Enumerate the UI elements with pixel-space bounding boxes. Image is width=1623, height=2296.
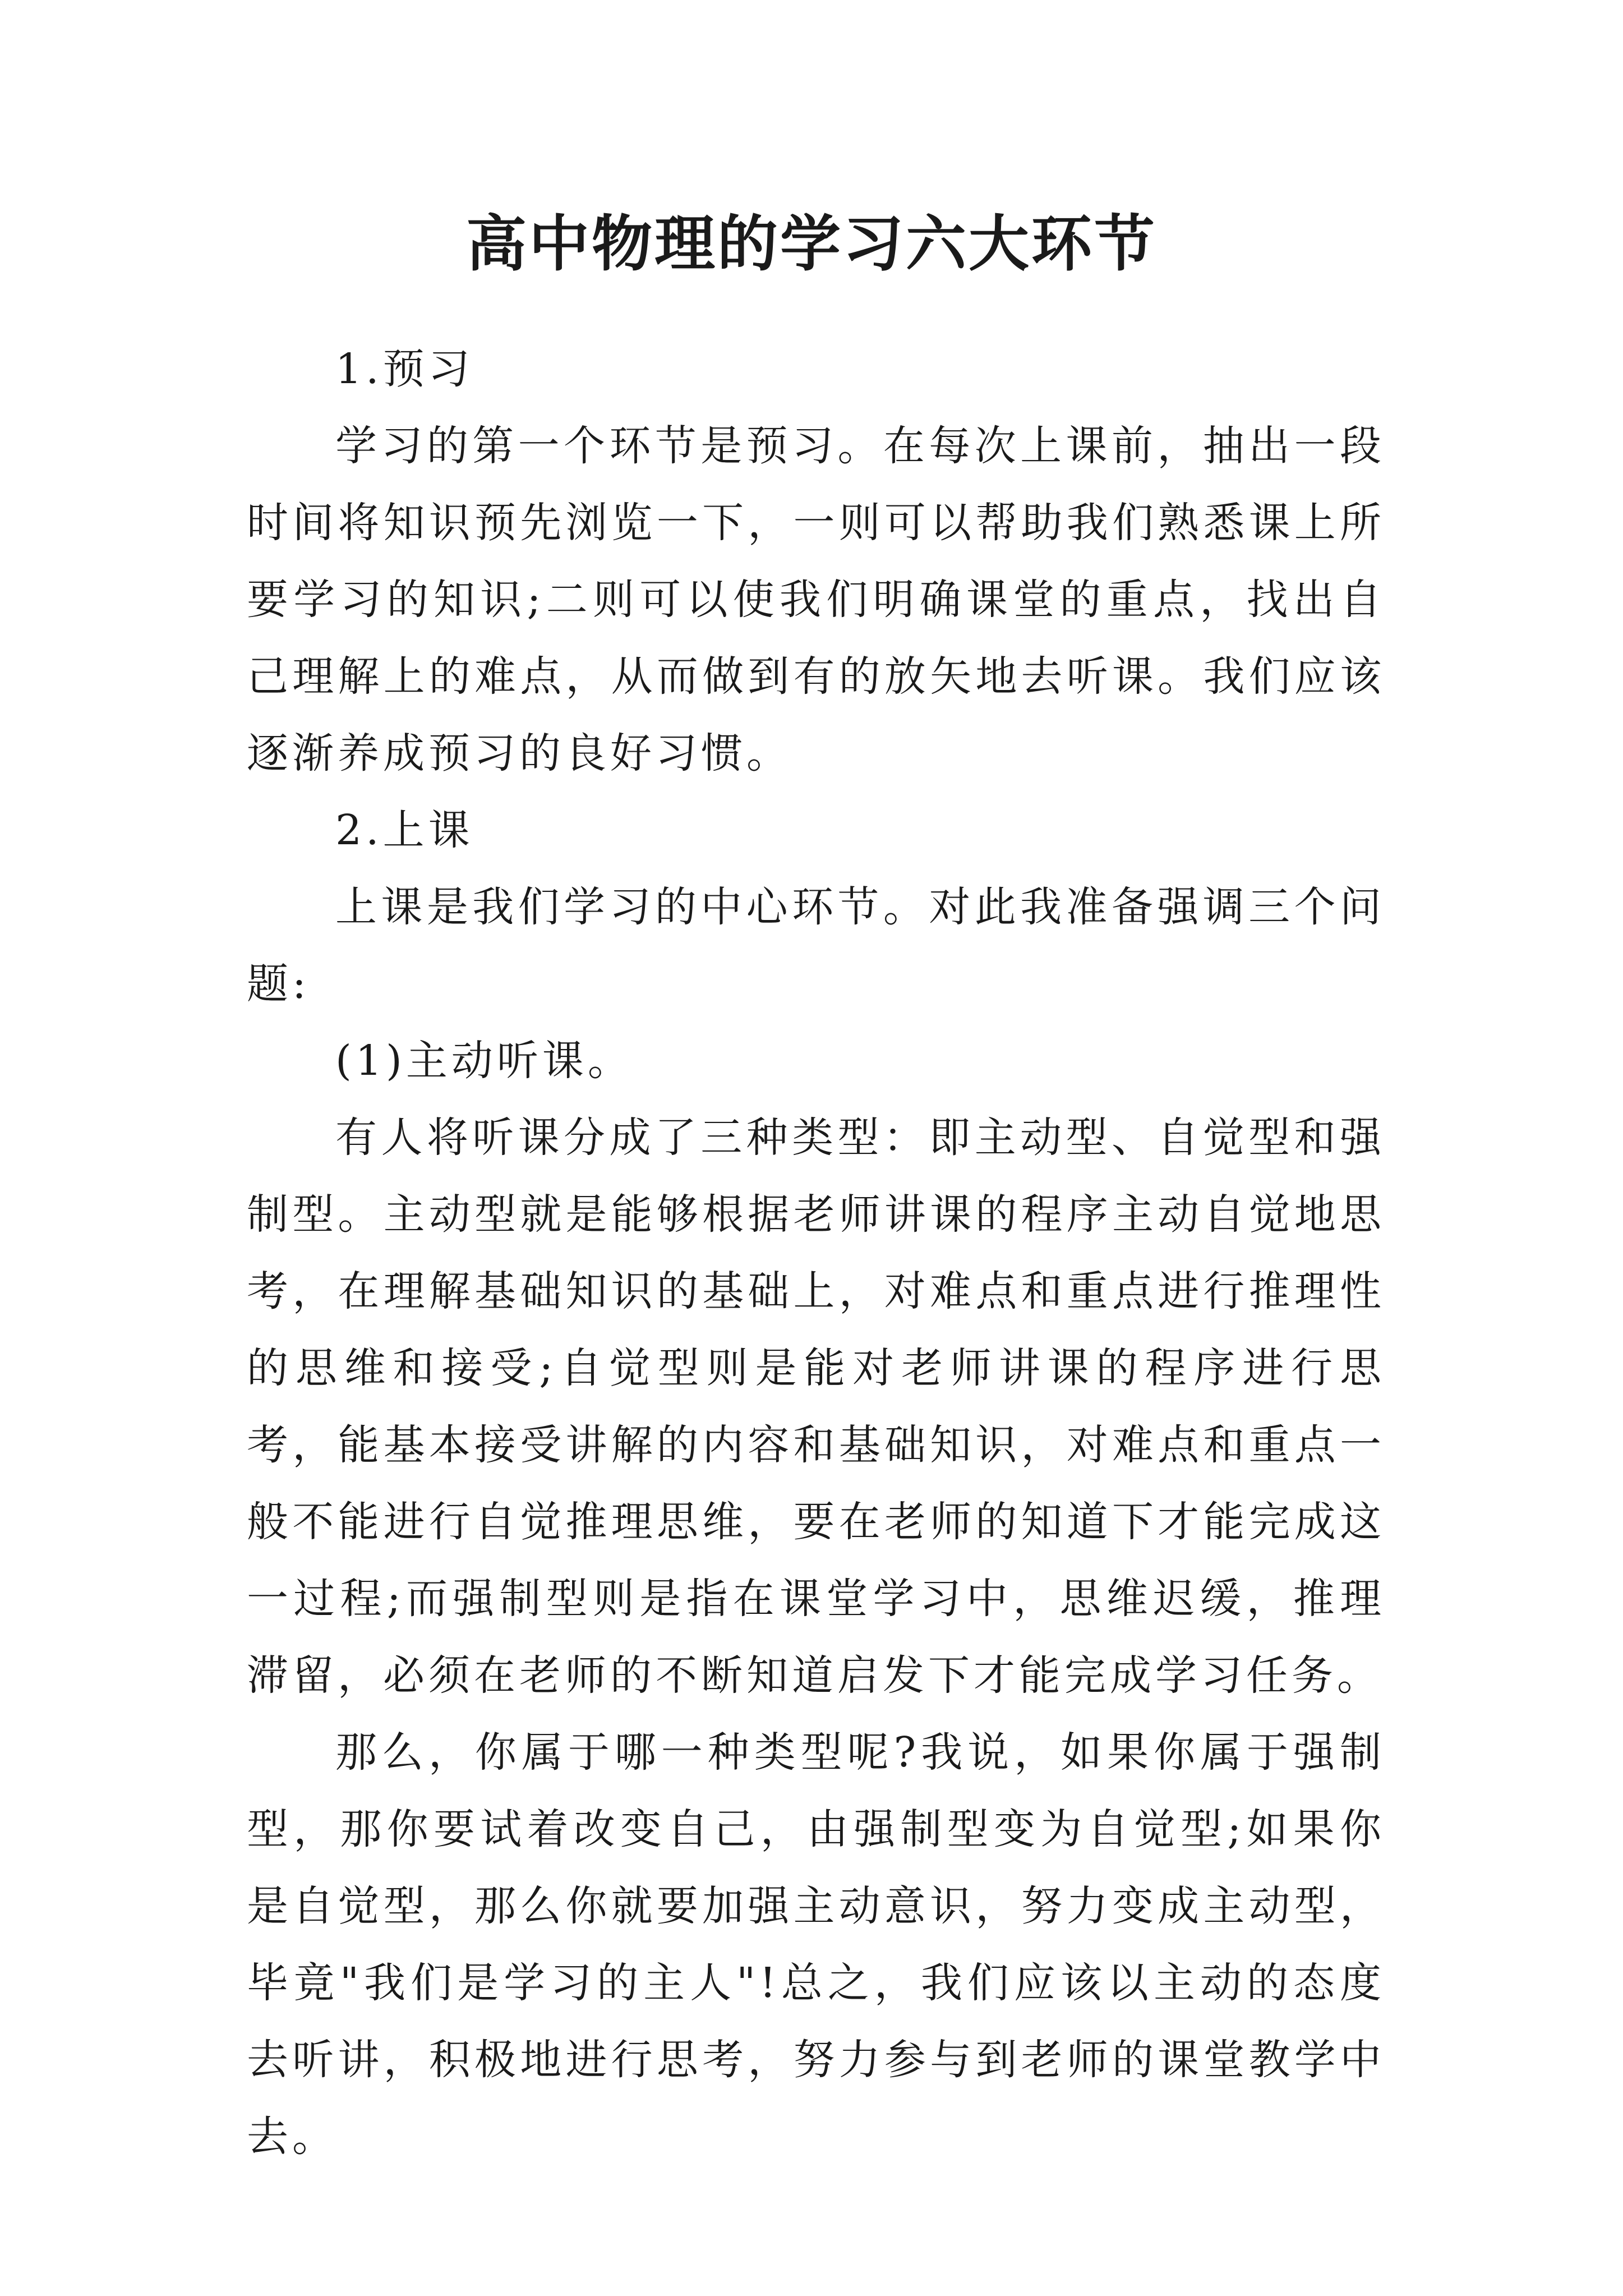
document-title: 高中物理的学习六大环节 xyxy=(465,209,1157,279)
paragraph-listening-types: 有人将听课分成了三种类型：即主动型、自觉型和强制型。主动型就是能够根据老师讲课的程序主动自觉地思考，在理解基础知识的基础上，对难点和重点进行推理性的思维和接受;自觉型则是能对老师讲课的程序进行思考，能基本接受讲解的内容和基础知识，对难点和重点一般不能进行自觉推理思维，要在老师的知道下才能完成这一过程;而强制型则是指在课堂学习中，思维迟缓，推理滞留，必须在老师的不断知道启发下才能完成学习任务。 xyxy=(247,1114,1385,1700)
section-heading-preview: 1.预习 xyxy=(335,345,474,393)
section-heading-class: 2.上课 xyxy=(335,806,474,854)
document-body xyxy=(247,331,1385,2175)
paragraph-which-type: 那么，你属于哪一种类型呢?我说，如果你属于强制型，那你要试着改变自己，由强制型变为自觉型;如果你是自觉型，那么你就要加强主动意识，努力变成主动型，毕竟"我们是学习的主人"!总之，我们应该以主动的态度去听讲，积极地进行思考，努力参与到老师的课堂教学中去。 xyxy=(247,1728,1385,2161)
paragraph-preview: 学习的第一个环节是预习。在每次上课前，抽出一段时间将知识预先浏览一下，一则可以帮助我们熟悉课上所要学习的知识;二则可以使我们明确课堂的重点，找出自己理解上的难点，从而做到有的放矢地去听课。我们应该逐渐养成预习的良好习惯。 xyxy=(247,422,1385,777)
subheading-active-listening: (1)主动听课。 xyxy=(335,1037,633,1085)
paragraph-class-intro: 上课是我们学习的中心环节。对此我准备强调三个问题: xyxy=(247,883,1385,1008)
